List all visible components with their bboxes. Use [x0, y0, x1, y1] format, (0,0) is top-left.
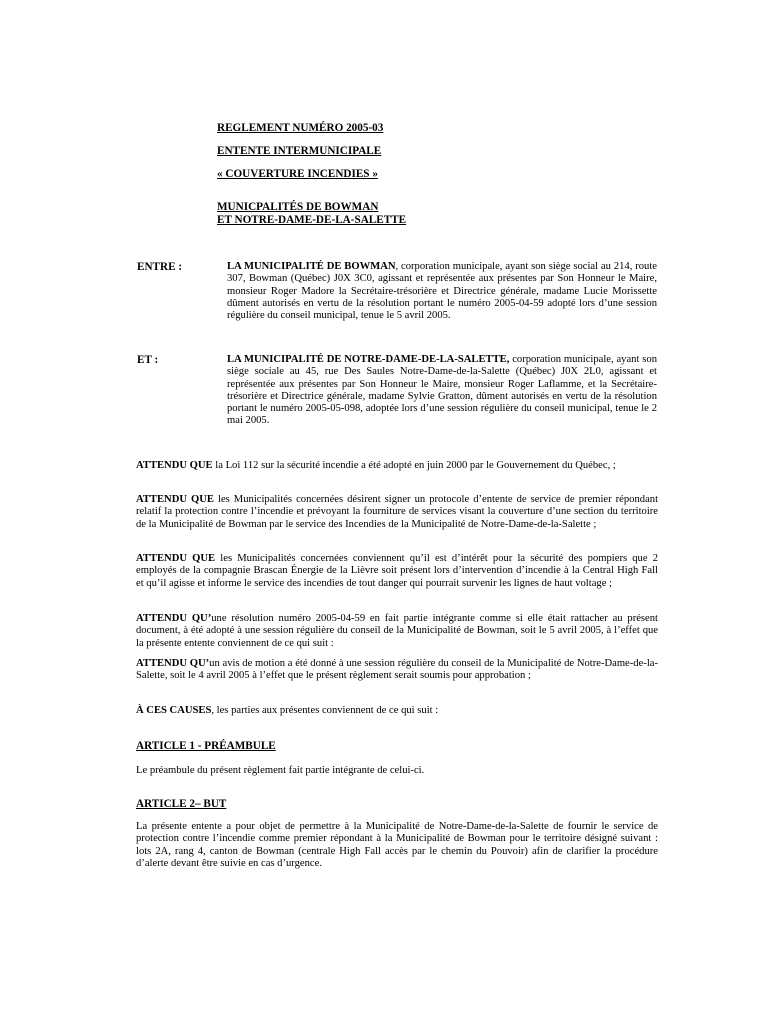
agreement-title: ENTENTE INTERMUNICIPALE [217, 145, 382, 157]
party-label-and: ET : [137, 354, 159, 366]
consideration-text: les Municipalités concernées conviennent qu’il est d’intérêt pour la sécurité des pompiers que 2 employés de la compagnie Brascan Énergie de la Lièvre soit présent lors d’intervention d’incendie à la Central High Fall et qu’il agisse et informe le service des incendies de tout danger qui pourrait survenir les lignes de haut voltage ; [136, 553, 659, 589]
resolution-text: , les parties aux présentes conviennent de ce qui suit : [211, 705, 439, 716]
consideration-lead: ATTENDU QUE [136, 460, 213, 471]
coverage-title: « COUVERTURE INCENDIES » [217, 168, 378, 180]
resolution-paragraph [136, 705, 658, 717]
article-2-heading: ARTICLE 2– BUT [136, 798, 227, 810]
article-2-text: La présente entente a pour objet de permettre à la Municipalité de Notre-Dame-de-la-Salette de fournir le service de protection contre l’incendie comme premier répondant à la Municipalité de Bowman pour le territoire désigné suivant : lots 2A, rang 4, canton de Bowman (centrale High Fall accès par le chemin du Pouvoir) afin de clarifier la procédure d’alerte devant être suivie en cas d’urgence. [136, 821, 658, 869]
consideration-text: une résolution numéro 2005-04-59 en fait partie intégrante comme si elle était rattacher au présent document, à été adopté à une session régulière du conseil de la Municipalité de Bowman, soit le 5 avril 2005, à l’effet que la présente entente conviennent de ce qui suit : [136, 613, 658, 649]
consideration-text: les Municipalités concernées désirent signer un protocole d’entente de service de premier répondant relatif la protection contre l’incendie et prévoyant la fourniture de services visant la couverture d’une section du territoire de la Municipalité de Bowman par le service des Incendies de la Municipalité de Notre-Dame-de-la-Salette ; [136, 494, 659, 530]
party-bowman-text [227, 261, 657, 322]
consideration-lead: ATTENDU QUE [136, 494, 214, 505]
party-salette-name: LA MUNICIPALITÉ DE NOTRE-DAME-DE-LA-SALETTE, [227, 354, 510, 365]
consideration-paragraph [136, 494, 658, 531]
party-salette-details: corporation municipale, ayant son siège sociale au 45, rue Des Saules Notre-Dame-de-la-Salette (Québec) J0X 2L0, agissant et représentée aux présentes par Son Honneur le Maire, monsieur Roger Laflamme, et la Secrétaire-trésorière et Directrice générale, madame Sylvie Gratton, dûment autorisés en vertu de la résolution portant le numéro 2005-05-098, adoptée lors d’une session régulière du conseil municipal, tenue le 2 mai 2005. [227, 354, 657, 427]
consideration-lead: ATTENDU QUE [136, 553, 216, 564]
consideration-text: la Loi 112 sur la sécurité incendie a été adopté en juin 2000 par le Gouvernement du Québec, ; [212, 460, 616, 471]
party-bowman-details: , corporation municipale, ayant son siège social au 214, route 307, Bowman (Québec) J0X 3C0, agissant et représentée aux présentes par Son Honneur le Maire, monsieur Roger Madore la Secrétaire-trésorière et Directrice générale, madame Lucie Morissette dûment autorisés en vertu de la résolution portant le numéro 2005-04-59 adopté lors d’une session régulière du conseil municipal, tenue le 5 avril 2005. [227, 261, 657, 322]
consideration-text: un avis de motion a été donné à une session régulière du conseil de la Municipalité de Notre-Dame-de-la-Salette, soit le 4 avril 2005 à l’effet que le présent règlement serait soumis pour approbation ; [136, 658, 658, 682]
party-salette-text [227, 354, 657, 428]
municipalities-title-line-2: ET NOTRE-DAME-DE-LA-SALETTE [217, 214, 407, 226]
article-1-heading: ARTICLE 1 - PRÉAMBULE [136, 740, 276, 752]
consideration-paragraph [136, 553, 658, 590]
consideration-lead: ATTENDU QU’ [136, 613, 212, 624]
article-1-text: Le préambule du présent règlement fait partie intégrante de celui-ci. [136, 765, 425, 776]
party-bowman-name: LA MUNICIPALITÉ DE BOWMAN [227, 261, 396, 272]
municipalities-title-line-1: MUNICPALITÉS DE BOWMAN [217, 201, 379, 213]
consideration-paragraph [136, 658, 658, 683]
bylaw-title: REGLEMENT NUMÉRO 2005-03 [217, 122, 384, 134]
consideration-paragraph [136, 460, 658, 472]
resolution-lead: À CES CAUSES [136, 705, 212, 716]
consideration-lead: ATTENDU QU’ [136, 658, 210, 669]
party-label-between: ENTRE : [137, 261, 183, 273]
consideration-paragraph [136, 613, 658, 650]
